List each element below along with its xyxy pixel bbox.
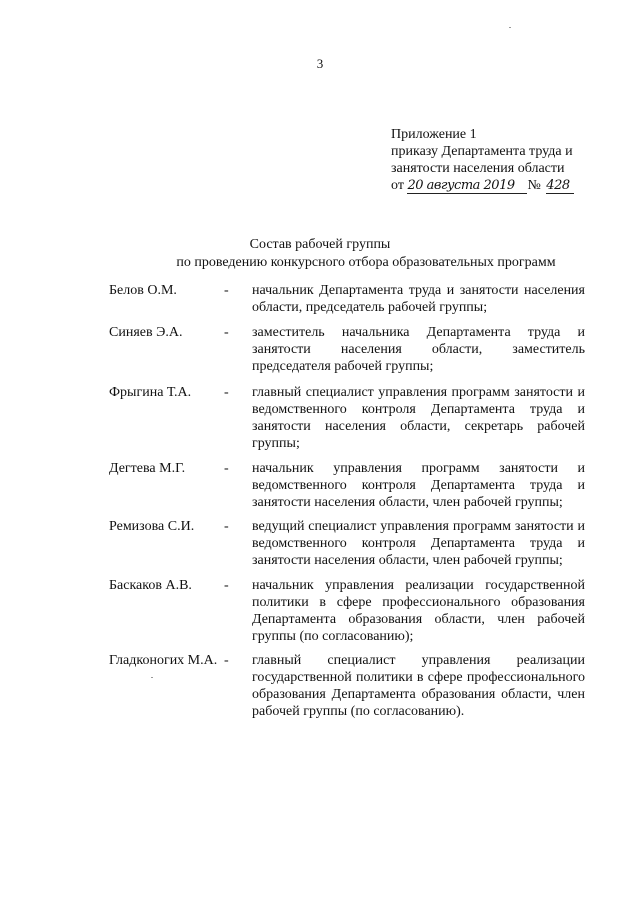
member-name: Дегтева М.Г.	[109, 461, 186, 476]
member-role: главный специалист управления программ занятости и ведомственного контроля Департамента труда и занятости населения области, секретарь рабочей группы;	[252, 385, 585, 451]
scan-speck	[151, 677, 153, 678]
member-row	[109, 652, 585, 720]
member-name: Фрыгина Т.А.	[109, 385, 192, 400]
member-dash: -	[224, 461, 229, 476]
member-role: начальник Департамента труда и занятости населения области, председатель рабочей группы;	[252, 283, 585, 315]
member-role: начальник управления программ занятости и ведомственного контроля Департамента труда и занятости населения области, член рабочей группы;	[252, 461, 585, 510]
member-name: Ремизова С.И.	[109, 519, 195, 534]
member-role: заместитель начальника Департамента труда и занятости населения области, заместитель председателя рабочей группы;	[252, 325, 585, 374]
member-row	[109, 282, 585, 316]
member-name: Белов О.М.	[109, 283, 177, 298]
members-list	[109, 282, 585, 726]
member-dash: -	[224, 283, 229, 298]
member-row	[109, 384, 585, 452]
appendix-date-line	[391, 177, 601, 194]
member-row	[109, 518, 585, 569]
member-row	[109, 324, 585, 375]
member-name: Баскаков А.В.	[109, 578, 192, 593]
page-number: 3	[316, 56, 324, 71]
handwritten-date: 20 августа 2019	[407, 178, 527, 194]
member-row	[109, 460, 585, 511]
member-dash: -	[224, 578, 229, 593]
member-name: Гладконогих М.А.	[109, 653, 218, 668]
document-heading	[0, 236, 640, 272]
appendix-title: Приложение 1	[391, 127, 477, 142]
date-prefix: от	[391, 178, 404, 193]
appendix-department-line: занятости населения области	[391, 161, 565, 176]
heading-title: Состав рабочей группы	[249, 237, 391, 252]
number-prefix: №	[527, 178, 541, 193]
scan-speck	[509, 27, 511, 28]
member-dash: -	[224, 653, 229, 668]
member-role: ведущий специалист управления программ занятости и ведомственного контроля Департамента труда и занятости населения области, член рабочей группы;	[252, 519, 585, 568]
member-role: главный специалист управления реализации государственной политики в сфере профессионального образования Департамента образования области, член рабочей группы (по согласованию).	[252, 653, 585, 719]
member-role: начальник управления реализации государственной политики в сфере профессионального образования Департамента образования области, член рабочей группы (по согласованию);	[252, 578, 585, 644]
heading-subtitle: по проведению конкурсного отбора образовательных программ	[176, 255, 556, 270]
member-row	[109, 577, 585, 645]
handwritten-number: 428	[546, 178, 574, 194]
member-dash: -	[224, 385, 229, 400]
appendix-block	[391, 126, 601, 194]
appendix-order-line: приказу Департамента труда и	[391, 144, 573, 159]
member-dash: -	[224, 325, 229, 340]
member-dash: -	[224, 519, 229, 534]
member-name: Синяев Э.А.	[109, 325, 183, 340]
